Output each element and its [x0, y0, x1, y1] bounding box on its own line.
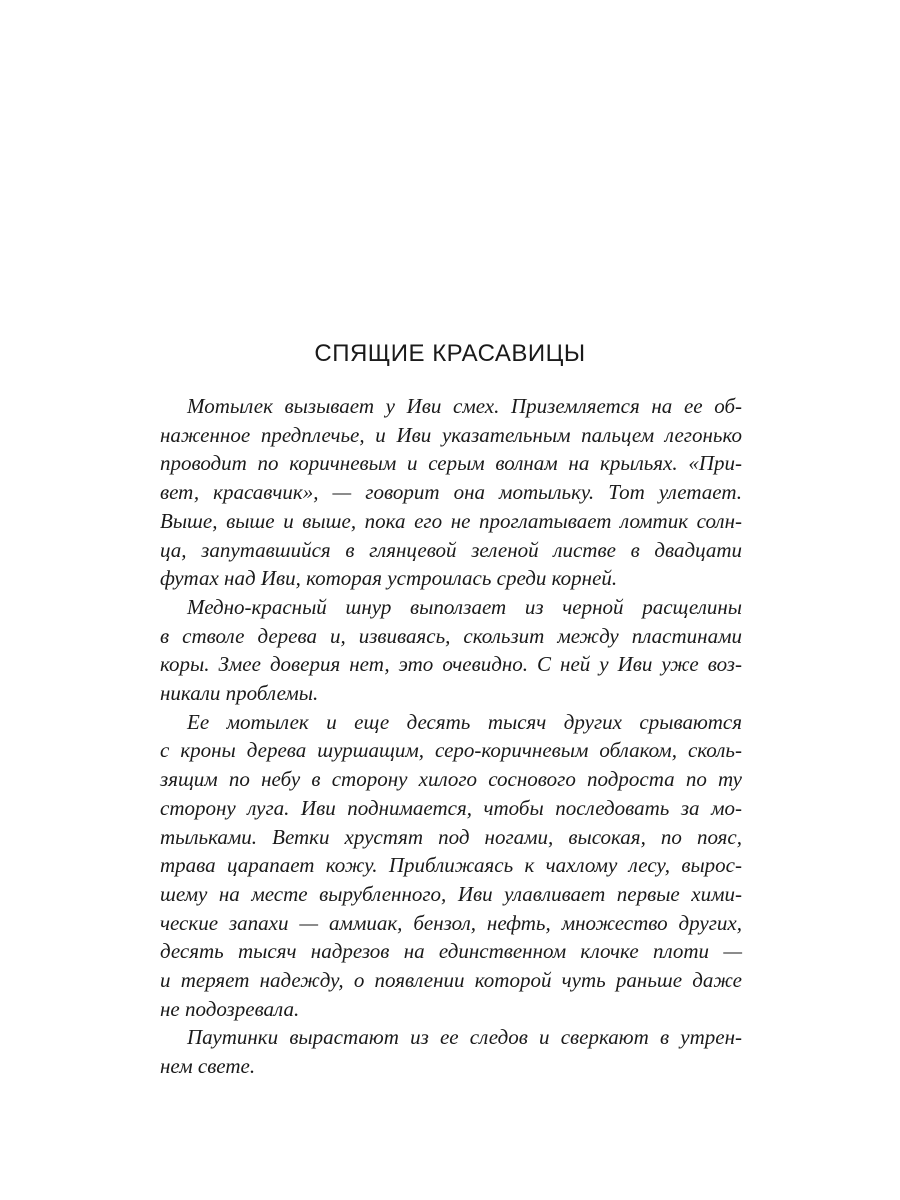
text-line: никали проблемы. [160, 681, 319, 706]
text-line: Выше, выше и выше, пока его не проглатывает ломтик солн- [160, 508, 742, 533]
text-line: тыльками. Ветки хрустят под ногами, высокая, по пояс, [160, 824, 742, 849]
text-line: ца, запутавшийся в глянцевой зеленой листве в двадцати [160, 537, 742, 562]
text-line: десять тысяч надрезов на единственном клочке плоти — [160, 939, 742, 964]
text-line: и теряет надежду, о появлении которой чуть раньше даже [160, 968, 742, 993]
text-line: коры. Змее доверия нет, это очевидно. С ней у Иви уже воз- [160, 652, 742, 677]
text-line: ческие запахи — аммиак, бензол, нефть, множество других, [160, 910, 742, 935]
text-line: шему на месте вырубленного, Иви улавливает первые хими- [160, 881, 742, 906]
text-line: не подозревала. [160, 996, 300, 1021]
chapter-text [160, 392, 742, 1081]
text-line: наженное предплечье, и Иви указательным пальцем легонько [160, 422, 742, 447]
text-line: сторону луга. Иви поднимается, чтобы последовать за мо- [160, 795, 742, 820]
text-line: зящим по небу в сторону хилого соснового подроста по ту [160, 767, 742, 792]
text-line: с кроны дерева шуршащим, серо-коричневым облаком, сколь- [160, 738, 742, 763]
text-line: Медно-красный шнур выползает из черной расщелины [187, 594, 742, 619]
text-line: Ее мотылек и еще десять тысяч других срываются [187, 709, 742, 734]
chapter-title: СПЯЩИЕ КРАСАВИЦЫ [314, 340, 586, 367]
text-line: трава царапает кожу. Приближаясь к чахлому лесу, вырос- [160, 853, 742, 878]
text-line: вет, красавчик», — говорит она мотыльку. Тот улетает. [160, 480, 742, 505]
text-line: в стволе дерева и, извиваясь, скользит между пластинами [160, 623, 742, 648]
text-line: футах над Иви, которая устроилась среди корней. [160, 566, 618, 591]
text-line: Мотылек вызывает у Иви смех. Приземляется на ее об- [187, 394, 742, 418]
text-line: Паутинки вырастают из ее следов и сверкают в утрен- [187, 1025, 742, 1050]
text-line: проводит по коричневым и серым волнам на крыльях. «При- [160, 451, 742, 476]
text-line: нем свете. [160, 1054, 256, 1079]
